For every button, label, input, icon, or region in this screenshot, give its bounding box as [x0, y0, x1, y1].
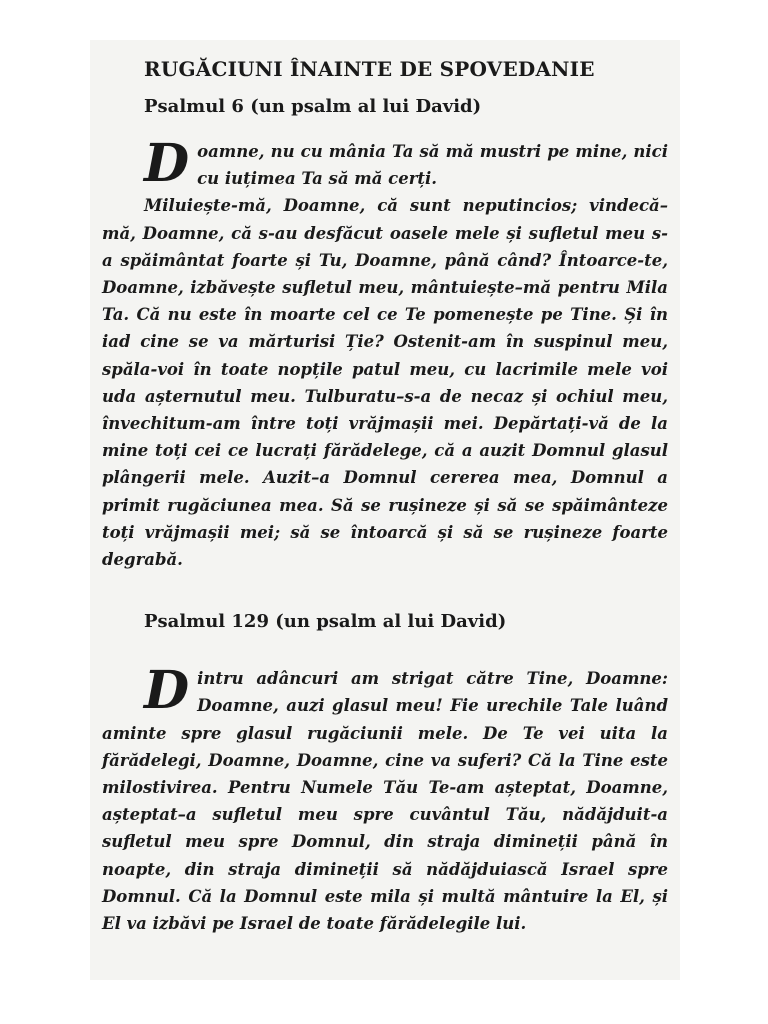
psalm-6-first-paragraph	[102, 133, 668, 194]
document-body	[102, 52, 668, 937]
psalm-129-section	[102, 609, 668, 937]
psalm-6-second-paragraph: Miluiește-mă, Doamne, că sunt neputincios; vindecă–mă, Doamne, că s-au desfăcut oasele mele și sufletul meu s-a spăimântat foarte și Tu, Doamne, până când? Întoarce-te, Doamne, izbăvește sufletul meu, mântuiește–mă pentru Mila Ta. Că nu este în moarte cel ce Te pomenește pe Tine. Și în iad cine se va mărturisi Ție? Ostenit-am în suspinul meu, spăla-voi în toate nopțile patul meu, cu lacrimile mele voi uda așternutul meu. Tulburatu–s-a de necaz și ochiul meu, învechitum-am între toți vrăjmașii mei. Depărtați-vă de la mine toți cei ce lucrați fărădelege, că a auzit Domnul glasul plângerii mele. Auzit–a Domnul cererea mea, Domnul a primit rugăciunea mea. Să se rușineze și să se spăimânteze toți vrăjmașii mei; să se întoarcă și să se rușineze foarte degrabă.	[102, 196, 668, 570]
psalm-6-first-text: oamne, nu cu mânia Ta să mă mustri pe mine, nici cu iuțimea Ta să mă cerți.	[197, 142, 668, 189]
psalm-129-text: intru adâncuri am strigat către Tine, Doamne: Doamne, auzi glasul meu! Fie urechile Tale luând aminte spre glasul rugăciunii mele. De Te vei uita la fărădelegi, Doamne, Doamne, cine va suferi? Că la Tine este milostivirea. Pentru Numele Tău Te-am așteptat, Doamne, așteptat–a sufletul meu spre cuvântul Tău, nădăjduit-a sufletul meu spre Domnul, din straja dimineții până în noapte, din straja dimineții să nădăjduiască Israel spre Domnul. Că la Domnul este mila și multă mântuire la El, și El va izbăvi pe Israel de toate fărădelegile lui.	[102, 669, 668, 934]
psalm-129-dropcap: D	[144, 660, 190, 722]
page-title: RUGĂCIUNI ÎNAINTE DE SPOVEDANIE	[144, 57, 595, 81]
psalm-129-paragraph	[102, 660, 668, 937]
psalm-6-heading: Psalmul 6 (un psalm al lui David)	[144, 96, 482, 117]
psalm-6-section	[102, 94, 668, 573]
psalm-129-heading: Psalmul 129 (un psalm al lui David)	[144, 611, 507, 633]
psalm-6-dropcap: D	[144, 133, 190, 194]
